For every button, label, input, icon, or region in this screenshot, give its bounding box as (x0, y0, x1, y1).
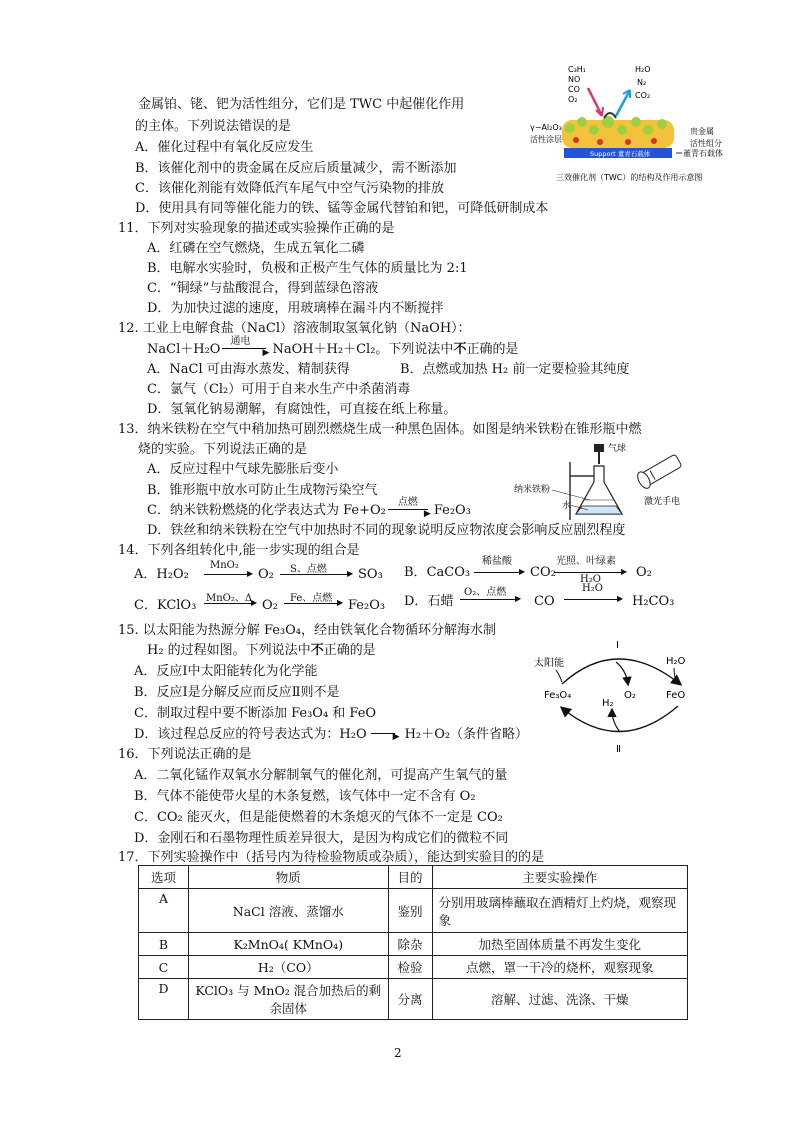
q13-c-condition: 点燃 (397, 497, 418, 508)
q15-option-b: B．反应Ⅰ是分解反应而反应Ⅱ则不是 (134, 685, 340, 700)
reaction-i-arrow (562, 659, 680, 684)
q12-option-d: D．氢氧化钠易潮解，有腐蚀性，可直接在纸上称量。 (147, 402, 457, 417)
q11-option-c: C．“铜绿”与盐酸混合，得到蓝绿色溶液 (147, 281, 379, 296)
water-label: 水 (562, 501, 572, 511)
q12-option-c: C．氯气（Cl₂）可用于自来水生产中杀菌消毒 (147, 382, 411, 397)
q14-a-s1: H₂O₂ (156, 567, 189, 582)
q14-b-s1: CaCO₃ (426, 565, 471, 580)
twc-left-label: 活性涂层 (530, 135, 562, 144)
q13-option-a: A．反应过程中气球先膨胀后变小 (147, 462, 339, 477)
row-aim: 除杂 (388, 933, 432, 956)
exam-page: 金属铂、铑、钯为活性组分，它们是 TWC 中起催化作用 的主体。下列说法错误的是 A．催化过程中有氧化反应发生 B．该催化剂中的贵金属在反应后质量减少，需不断添加 C．该催化剂能有效降低汽车尾气中空气污染物的排放 D．使用具有同等催化能力的铁、锰等金属代替铂和钯，可降低研制成本 C₃H₁ NO CO O₂ H₂O N₂ CO₂ Support 董青石载体 γ−Al₂O₃ 活性涂层 贵金属 活性组分 董青石载体 三效催化剂（TWC）的结构及作用示意图 11．下列对实验现象的描述或实验操作正确的是 A．红磷在空气燃烧，生成五氧化二磷 B．电解水实验时，负极和正极产生气体的质量比为 2:1 C．“铜绿”与盐酸混合，得到蓝绿色溶液 D．为加快过滤的速度，用玻璃棒在漏斗内不断搅拌 12. 工业上电解食盐（NaCl）溶液制取氢氧化钠（NaOH）： NaCl＋H₂O 通电 ▶ NaOH＋H₂＋Cl₂。下列说法中不正确的是 A．NaCl 可由海水蒸发、精制获得 B．点燃或加热 H₂ 前一定要检验其纯度 C．氯气（Cl₂）可用于自来水生产中杀菌消毒 D．氢氧化钠易潮解，有腐蚀性，可直接在纸上称量。 13．纳米铁粉在空气中稍加热可剧烈燃烧生成一种黑色固体。如图是纳米铁粉在锥形瓶中燃 烧的实验。下列说法正确的是 A．反应过程中气球先膨胀后变小 B．锥形瓶中放水可防止生成物污染空气 C．纳米铁粉燃烧的化学表达式为 Fe+O₂ 点燃 ▶ Fe₂O₃ D．铁丝和纳米铁粉在空气中加热时不同的现象说明反应物浓度会影响反应剧烈程度 气球 纳米铁粉 水 激光手电 14．下列各组转化中,能一步实现的组合是 A．H₂O₂ MnO₂ ▶ O₂ S、点燃 ▶ SO₃ B．CaCO₃ 稀盐酸 ▶ CO₂ 光照、叶绿素 ▶ H₂O O₂ C．KClO₃ MnO₂、Δ ▶ O₂ Fe、点燃 ▶ Fe₂O₃ D．石蜡 O₂、点燃 ▶ CO H₂O ▶ H₂CO₃ 15. 以太阳能为热源分解 Fe₃O₄，经由铁氧化合物循环分解海水制 H₂ 的过程如图。下列说法中不正确的是 A．反应Ⅰ中太阳能转化为化学能 B．反应Ⅰ是分解反应而反应Ⅱ则不是 C．制取过程中要不断添加 Fe₃O₄ 和 FeO D．该过程总反应的符号表达式为：H₂O ▶ H₂＋O₂（条件省略） I 太阳能 H₂O Fe₃O₄ O₂ FeO H₂ Ⅱ 16．下列说法正确的是 A．二氧化锰作双氧水分解制氧气的催化剂，可提高产生氧气的量 B．气体不能使带火星的木条复燃，该气体中一定不含有 O₂ C．CO₂ 能灭火，但是能使燃着的木条熄灭的气体不一定是 CO₂ D．金刚石和石墨物理性质差异很大，是因为构成它们的微粒不同 17．下列实验操作中（括号内为待检验物质或杂质），能达到实验目的的是 选项 物质 目的 主要实验操作 A NaCl 溶液、蒸馏水 鉴别 分别用玻璃棒蘸取在酒精灯上灼烧，观察现象 B K₂MnO₄( KMnO₄) 除杂 加热至固体质量不再发生变化 C H₂（CO） 检验 点燃，罩一干冷的烧杯，观察现象 D KClO₃ 与 MnO₂ 混合加热后的剩余固体 分离 溶解、过滤、洗涤、干燥 2 (0, 0, 794, 1122)
q14-b-c2b: H₂O (580, 574, 601, 585)
q12-eq-left: NaCl＋H₂O (147, 342, 221, 357)
twc-out-gas: H₂O (635, 65, 651, 74)
twc-out-gas: CO₂ (635, 91, 651, 100)
twc-carrier-label: 董青石载体 (683, 149, 723, 158)
q16-option-a: A．二氧化锰作双氧水分解制氧气的催化剂，可提高产生氧气的量 (134, 768, 508, 783)
q14-b-c1: 稀盐酸 (482, 556, 512, 567)
q10-text-line2: 的主体。下列说法错误的是 (135, 119, 292, 134)
q12-not-mark: 不 (453, 342, 467, 357)
q12-equation (147, 336, 519, 359)
q14-stem: 14．下列各组转化中,能一步实现的组合是 (118, 543, 360, 558)
q11-option-d: D．为加快过滤的速度，用玻璃棒在漏斗内不断搅拌 (147, 301, 444, 316)
q12-stem: 12. 工业上电解食盐（NaCl）溶液制取氢氧化钠（NaOH）： (118, 321, 471, 336)
header-substance: 物质 (188, 866, 388, 889)
page-number: 2 (394, 1046, 402, 1060)
iron-powder-label: 纳米铁粉 (514, 485, 551, 495)
twc-in-arrow (588, 88, 602, 116)
experiment-table (138, 865, 688, 1020)
q14-d-label: D． (404, 594, 428, 609)
row-operation: 溶解、过滤、洗涤、干燥 (432, 979, 687, 1020)
q13-c-text: C．纳米铁粉燃烧的化学表达式为 Fe+O₂ (147, 503, 386, 518)
q13-c-arrow: 点燃 ▶ (388, 502, 432, 514)
row-substance: H₂（CO） (188, 956, 388, 979)
q15-not-mark: 不 (310, 643, 324, 658)
q14-option-d (404, 593, 453, 611)
q15-text-line2 (147, 642, 376, 660)
q14-b-s3: O₂ (636, 565, 652, 580)
q13-text-line1: 13．纳米铁粉在空气中稍加热可剧烈燃烧生成一种黑色固体。如图是纳米铁粉在锥形瓶中燃 (118, 422, 642, 437)
table-row (139, 889, 688, 933)
q14-c-s2: O₂ (262, 598, 278, 613)
balloon (594, 444, 604, 452)
h2-label: H₂ (602, 698, 614, 709)
fe3o4-label: Fe₃O₄ (544, 690, 572, 701)
row-substance: NaCl 溶液、蒸馏水 (188, 889, 388, 933)
solar-label: 太阳能 (534, 658, 564, 669)
q14-b-label: B． (404, 565, 427, 580)
table-header-row (139, 866, 688, 889)
q13-option-d: D．铁丝和纳米铁粉在空气中加热时不同的现象说明反应物浓度会影响反应剧烈程度 (147, 523, 626, 538)
row-operation: 点燃，罩一干冷的烧杯，观察现象 (432, 956, 687, 979)
q12-option-a: A．NaCl 可由海水蒸发、精制获得 (147, 362, 350, 377)
row-aim: 检验 (388, 956, 432, 979)
twc-in-gas: C₃H₁ (568, 65, 587, 74)
q11-stem: 11．下列对实验现象的描述或实验操作正确的是 (118, 221, 395, 236)
q13-option-b: B．锥形瓶中放水可防止生成物污染空气 (147, 483, 378, 498)
header-option: 选项 (139, 866, 189, 889)
twc-in-gas: NO (568, 75, 581, 84)
q11-option-b: B．电解水实验时，负极和正极产生气体的质量比为 2:1 (147, 261, 468, 276)
row-aim: 分离 (388, 979, 432, 1020)
laser-label: 激光手电 (644, 497, 681, 507)
balloon-label: 气球 (608, 444, 627, 454)
table-row (139, 933, 688, 956)
q13-c-product: Fe₂O₃ (433, 503, 471, 518)
q16-option-d: D．金刚石和石墨物理性质差异很大，是因为构成它们的微粒不同 (134, 831, 509, 846)
q10-option-b: B．该催化剂中的贵金属在反应后质量减少，需不断添加 (135, 161, 457, 176)
twc-right-label: 贵金属 (690, 127, 714, 136)
q14-a-s3: SO₃ (358, 567, 383, 582)
iron-oxide-cycle-figure (532, 640, 702, 752)
header-operation: 主要实验操作 (432, 866, 687, 889)
q12-eq-condition: 通电 (230, 336, 251, 347)
twc-out-gas: N₂ (637, 78, 647, 87)
twc-left-label: γ−Al₂O₃ (530, 123, 562, 132)
row-substance: K₂MnO₄( KMnO₄) (188, 933, 388, 956)
q16-option-b: B．气体不能使带火星的木条复燃，该气体中一定不含有 O₂ (134, 789, 476, 804)
twc-in-gas: O₂ (568, 95, 578, 104)
row-option: C (139, 956, 189, 979)
q14-c-label: C． (134, 598, 157, 613)
q15-line2-post: 正确的是 (323, 643, 376, 658)
q15-option-d (134, 726, 528, 744)
q12-option-b: B．点燃或加热 H₂ 前一定要检验其纯度 (400, 362, 630, 377)
table-row (139, 979, 688, 1020)
q14-a-c2: S、点燃 (290, 564, 327, 575)
twc-figure (530, 58, 730, 188)
q14-option-a (134, 566, 189, 584)
row-operation: 加热至固体质量不再发生变化 (432, 933, 687, 956)
q14-c-s1: KClO₃ (156, 598, 197, 613)
q15-d-post: H₂＋O₂（条件省略） (404, 727, 529, 742)
twc-in-gas: CO (568, 85, 580, 94)
water-label: H₂O (666, 656, 686, 667)
q14-c-c2: Fe、点燃 (290, 593, 333, 604)
q13-text-line2: 烧的实验。下列说法正确的是 (138, 442, 308, 457)
q10-option-d: D．使用具有同等催化能力的铁、锰等金属代替铂和钯，可降低研制成本 (135, 201, 549, 216)
q16-option-c: C．CO₂ 能灭火，但是能使燃着的木条熄灭的气体不一定是 CO₂ (134, 810, 503, 825)
q14-c-s3: Fe₂O₃ (348, 598, 386, 613)
q15-d-pre: D．该过程总反应的符号表达式为：H₂O (134, 727, 367, 742)
q13-option-c (147, 497, 471, 520)
row-option: D (139, 979, 189, 1020)
q14-d-s3: H₂CO₃ (632, 594, 675, 609)
twc-support-label: Support 董青石载体 (590, 150, 651, 158)
q14-a-label: A． (134, 567, 157, 582)
header-aim: 目的 (388, 866, 432, 889)
q14-d-c2: H₂O (582, 583, 603, 594)
q10-text-line1: 金属铂、铑、钯为活性组分，它们是 TWC 中起催化作用 (138, 97, 465, 112)
q10-option-a: A．催化过程中有氧化反应发生 (135, 140, 314, 155)
row-operation: 分别用玻璃棒蘸取在酒精灯上灼烧，观察现象 (432, 889, 687, 933)
q14-a-c1: MnO₂ (210, 560, 239, 571)
q14-c-c1: MnO₂、Δ (206, 593, 253, 604)
reaction-ii-arrow (562, 706, 678, 732)
q14-a-s2: O₂ (258, 567, 274, 582)
q12-eq-right: NaOH＋H₂＋Cl₂。下列说法中 (272, 342, 454, 357)
q14-option-c (134, 597, 196, 615)
q14-d-c1: O₂、点燃 (464, 587, 507, 598)
row-option: B (139, 933, 189, 956)
q15-option-a: A．反应Ⅰ中太阳能转化为化学能 (134, 664, 318, 679)
table-row (139, 956, 688, 979)
feo-label: FeO (666, 690, 686, 701)
q12-eq-tail: 正确的是 (466, 342, 519, 357)
q15-option-c: C．制取过程中要不断添加 Fe₃O₄ 和 FeO (134, 706, 377, 721)
row-option: A (139, 889, 189, 933)
q14-d-s1: 石蜡 (427, 594, 454, 609)
q14-b-c2: 光照、叶绿素 (556, 556, 616, 567)
q15-d-arrow: ▶ (371, 728, 401, 738)
row-aim: 鉴别 (388, 889, 432, 933)
q14-b-s2: CO₂ (530, 565, 556, 580)
q16-stem: 16．下列说法正确的是 (118, 747, 252, 762)
q17-stem: 17．下列实验操作中（括号内为待检验物质或杂质），能达到实验目的的是 (118, 850, 545, 865)
q15-line2-pre: H₂ 的过程如图。下列说法中 (147, 643, 311, 658)
row-substance: KClO₃ 与 MnO₂ 混合加热后的剩余固体 (188, 979, 388, 1020)
q14-option-b (404, 564, 470, 582)
q15-text-line1: 15. 以太阳能为热源分解 Fe₃O₄，经由铁氧化合物循环分解海水制 (118, 623, 497, 638)
q11-option-a: A．红磷在空气燃烧，生成五氧化二磷 (147, 241, 365, 256)
q14-d-s2: CO (534, 594, 555, 609)
q10-option-c: C．该催化剂能有效降低汽车尾气中空气污染物的排放 (135, 181, 444, 196)
reaction-i-label: I (616, 640, 619, 651)
twc-right-label: 活性组分 (690, 139, 722, 148)
twc-caption: 三效催化剂（TWC）的结构及作用示意图 (556, 173, 703, 182)
o2-label: O₂ (624, 690, 636, 701)
iron-powder-figure (510, 442, 710, 522)
reaction-ii-label: Ⅱ (616, 744, 621, 752)
q12-eq-arrow: 通电 ▶ (222, 341, 270, 353)
laser-flashlight (635, 452, 683, 490)
